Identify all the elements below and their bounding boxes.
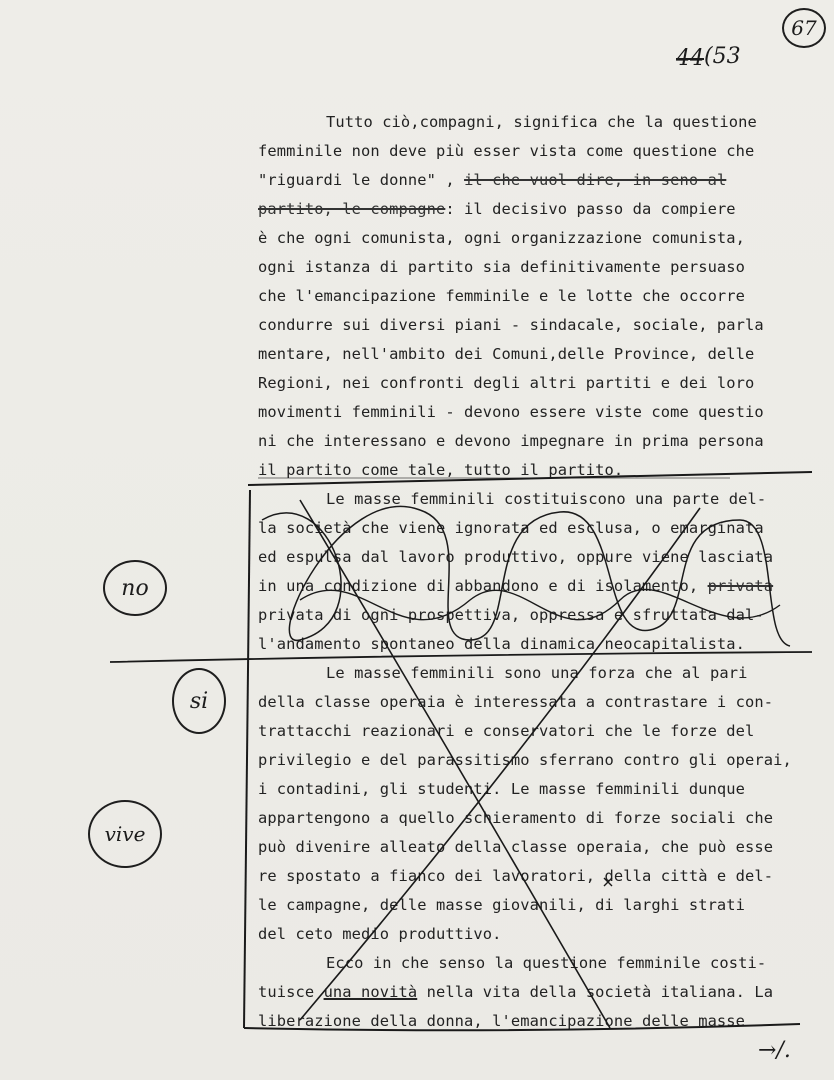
page-number: 67 <box>791 16 817 40</box>
margin-note-si: si <box>189 688 209 714</box>
p2-line: privata di ogni prospettiva, oppressa e sfruttata dal- <box>258 606 764 624</box>
p3-line: Le masse femminili sono una forza che al pari <box>326 664 748 682</box>
p2-text: in una condizione di abbandono e di isolamento, <box>258 577 708 595</box>
margin-note-vive-circle <box>88 800 162 868</box>
p1-line: Tutto ciò,compagni, significa che la questione <box>326 113 757 131</box>
p1-line: femminile non deve più esser vista come questione che <box>258 142 755 160</box>
archive-ref: (53 <box>704 44 741 69</box>
left-bracket-line <box>244 490 250 1028</box>
p4-text: nella vita della società italiana. La <box>417 983 774 1001</box>
p4-line: liberazione della donna, l'emancipazione delle masse <box>258 1012 746 1030</box>
margin-note-no: no <box>121 575 149 601</box>
margin-note-si-circle <box>172 668 226 734</box>
p2-line: l'andamento spontaneo della dinamica neocapitalista. <box>258 635 746 653</box>
p1-line: movimenti femminili - devono essere viste come questio <box>258 403 764 421</box>
p1-line: che l'emancipazione femminile e le lotte che occorre <box>258 287 746 305</box>
p1-struck-text: partito, le compagne <box>258 200 446 218</box>
p3-line: i contadini, gli studenti. Le masse femminili dunque <box>258 780 746 798</box>
p1-line: mentare, nell'ambito dei Comuni,delle Province, delle <box>258 345 755 363</box>
p2-line <box>258 576 773 596</box>
p1-text: "riguardi le donne" , <box>258 171 465 189</box>
p3-line: della classe operaia è interessata a contrastare i con- <box>258 693 774 711</box>
p3-line: può divenire alleato della classe operaia, che può esse <box>258 838 774 856</box>
archive-ref-crossed: 44 <box>676 46 704 71</box>
p3-line: del ceto medio produttivo. <box>258 925 502 943</box>
p1-line: ogni istanza di partito sia definitivamente persuaso <box>258 258 746 276</box>
p3-line: le campagne, delle masse giovanili, di larghi strati <box>258 896 746 914</box>
page-number-circle <box>782 8 826 48</box>
p1-struck-text: il che vuol dire, in seno al <box>464 171 727 189</box>
p3-line: appartengono a quello schieramento di forze sociali che <box>258 809 774 827</box>
p1-line <box>258 199 736 219</box>
p1-line: condurre sui diversi piani - sindacale, sociale, parla <box>258 316 764 334</box>
p1-line: Regioni, nei confronti degli altri partiti e dei loro <box>258 374 755 392</box>
p2-line: Le masse femminili costituiscono una parte del- <box>326 490 767 508</box>
p1-line: ni che interessano e devono impegnare in prima persona <box>258 432 764 450</box>
p4-line <box>258 982 773 1002</box>
p4-underlined-text: una novità <box>323 983 418 1001</box>
p1-line <box>258 170 726 190</box>
p1-line: il partito come tale, tutto il partito. <box>258 461 624 479</box>
p1-text: : il decisivo passo da compiere <box>445 200 736 218</box>
margin-note-vive: vive <box>104 822 146 846</box>
p1-line: è che ogni comunista, ogni organizzazione comunista, <box>258 229 746 247</box>
p2-line: la società che viene ignorata ed esclusa, o emarginata <box>258 519 764 537</box>
p3-line: privilegio e del parassitismo sferrano contro gli operai, <box>258 751 792 769</box>
p3-line: re spostato a fianco dei lavoratori, della città e del- <box>258 867 774 885</box>
continuation-mark: →/. <box>758 1038 791 1063</box>
p4-line: Ecco in che senso la questione femminile costi- <box>326 954 767 972</box>
p3-line: trattacchi reazionari e conservatori che le forze del <box>258 722 755 740</box>
margin-note-no-circle <box>103 560 167 616</box>
p2-struck-text: privata <box>707 577 774 595</box>
p2-line: ed espulsa dal lavoro produttivo, oppure viene lasciata <box>258 548 774 566</box>
p4-text: tuisce <box>258 983 324 1001</box>
